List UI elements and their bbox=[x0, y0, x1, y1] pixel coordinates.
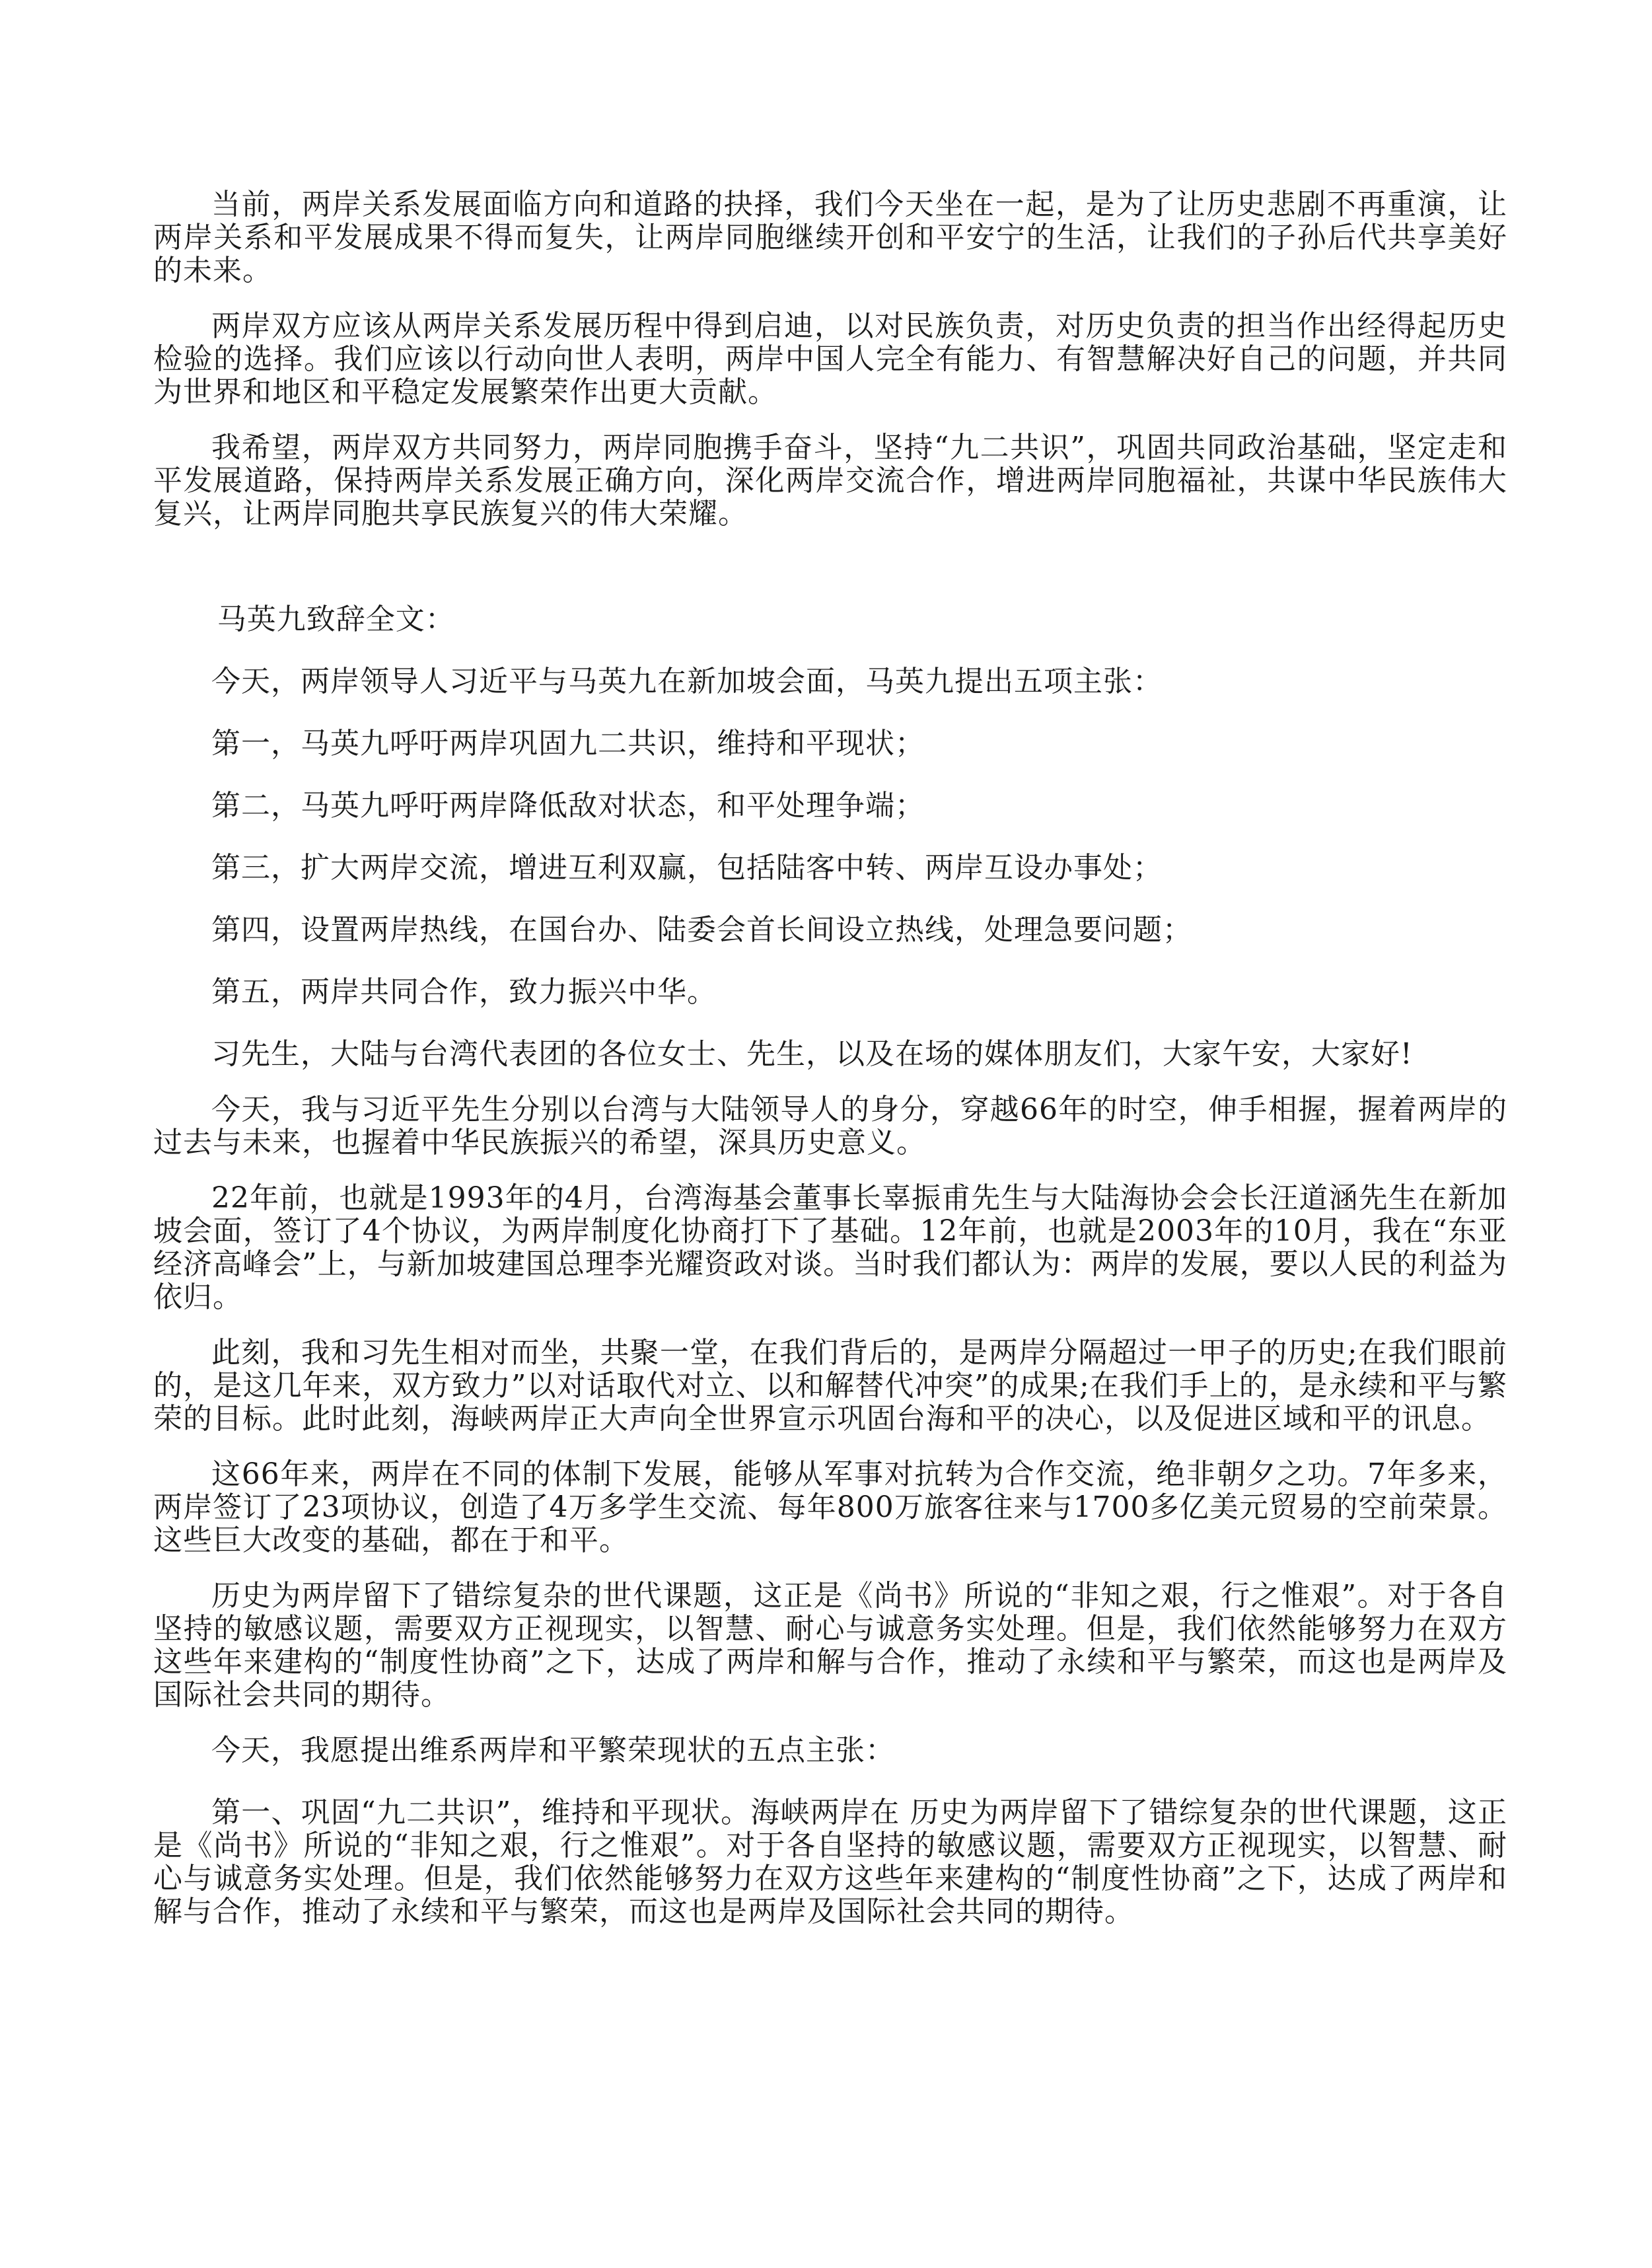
document-body bbox=[153, 188, 1507, 1951]
paragraph-14: 此刻，我和习先生相对而坐，共聚一堂，在我们背后的，是两岸分隔超过一甲子的历史;在我们眼前的，是这几年来，双方致力”以对话取代对立、以和解替代冲突”的成果;在我们手上的，是永续和平与繁荣的目标。此时此刻，海峡两岸正大声向全世界宣示巩固台海和平的决心，以及促进区域和平的讯息。 bbox=[153, 1336, 1507, 1436]
list-item-1: 第一，马英九呼吁两岸巩固九二共识，维持和平现状； bbox=[211, 727, 925, 760]
section-heading: 马英九致辞全文： bbox=[217, 603, 455, 636]
paragraph-11: 习先生，大陆与台湾代表团的各位女士、先生，以及在场的媒体朋友们，大家午安，大家好! bbox=[211, 1037, 1413, 1071]
paragraph-1: 当前，两岸关系发展面临方向和道路的抉择，我们今天坐在一起，是为了让历史悲剧不再重演，让两岸关系和平发展成果不得而复失，让两岸同胞继续开创和平安宁的生活，让我们的子孙后代共享美好的未来。 bbox=[153, 188, 1507, 287]
paragraph-2: 两岸双方应该从两岸关系发展历程中得到启迪，以对民族负责，对历史负责的担当作出经得起历史检验的选择。我们应该以行动向世人表明，两岸中国人完全有能力、有智慧解决好自己的问题，并共同为世界和地区和平稳定发展繁荣作出更大贡献。 bbox=[153, 309, 1507, 409]
paragraph-15: 这66年来，两岸在不同的体制下发展，能够从军事对抗转为合作交流，绝非朝夕之功。7年多来，两岸签订了23项协议，创造了4万多学生交流、每年800万旅客往来与1700多亿美元贸易的空前荣景。这些巨大改变的基础，都在于和平。 bbox=[153, 1457, 1507, 1557]
paragraph-17: 今天，我愿提出维系两岸和平繁荣现状的五点主张： bbox=[211, 1734, 895, 1767]
paragraph-12: 今天，我与习近平先生分别以台湾与大陆领导人的身分，穿越66年的时空，伸手相握，握着两岸的过去与未来，也握着中华民族振兴的希望，深具历史意义。 bbox=[153, 1093, 1507, 1159]
paragraph-3: 我希望，两岸双方共同努力，两岸同胞携手奋斗，坚持“九二共识”，巩固共同政治基础，坚定走和平发展道路，保持两岸关系发展正确方向，深化两岸交流合作，增进两岸同胞福祉，共谋中华民族伟大复兴，让两岸同胞共享民族复兴的伟大荣耀。 bbox=[153, 431, 1508, 530]
list-item-4: 第四，设置两岸热线，在国台办、陆委会首长间设立热线，处理急要问题； bbox=[211, 913, 1192, 947]
list-item-3: 第三，扩大两岸交流，增进互利双赢，包括陆客中转、两岸互设办事处； bbox=[211, 851, 1163, 885]
paragraph-5: 今天，两岸领导人习近平与马英九在新加坡会面，马英九提出五项主张： bbox=[211, 665, 1163, 698]
paragraph-13: 22年前，也就是1993年的4月，台湾海基会董事长辜振甫先生与大陆海协会会长汪道涵先生在新加坡会面，签订了4个协议，为两岸制度化协商打下了基础。12年前，也就是2003年的10月，我在“东亚经济高峰会”上，与新加坡建国总理李光耀资政对谈。当时我们都认为：两岸的发展，要以人民的利益为依归。 bbox=[153, 1181, 1507, 1314]
list-item-2: 第二，马英九呼吁两岸降低敌对状态，和平处理争端； bbox=[211, 789, 925, 823]
paragraph-18: 第一、巩固“九二共识”，维持和平现状。海峡两岸在 历史为两岸留下了错综复杂的世代课题，这正是《尚书》所说的“非知之艰，行之惟艰”。对于各自坚持的敏感议题，需要双方正视现实，以智慧、耐心与诚意务实处理。但是，我们依然能够努力在双方这些年来建构的“制度性协商”之下，达成了两岸和解与合作，推动了永续和平与繁荣，而这也是两岸及国际社会共同的期待。 bbox=[153, 1796, 1507, 1928]
paragraph-16: 历史为两岸留下了错综复杂的世代课题，这正是《尚书》所说的“非知之艰，行之惟艰”。对于各自坚持的敏感议题，需要双方正视现实，以智慧、耐心与诚意务实处理。但是，我们依然能够努力在双方这些年来建构的“制度性协商”之下，达成了两岸和解与合作，推动了永续和平与繁荣，而这也是两岸及国际社会共同的期待。 bbox=[153, 1579, 1508, 1712]
list-item-5: 第五，两岸共同合作，致力振兴中华。 bbox=[211, 975, 717, 1009]
